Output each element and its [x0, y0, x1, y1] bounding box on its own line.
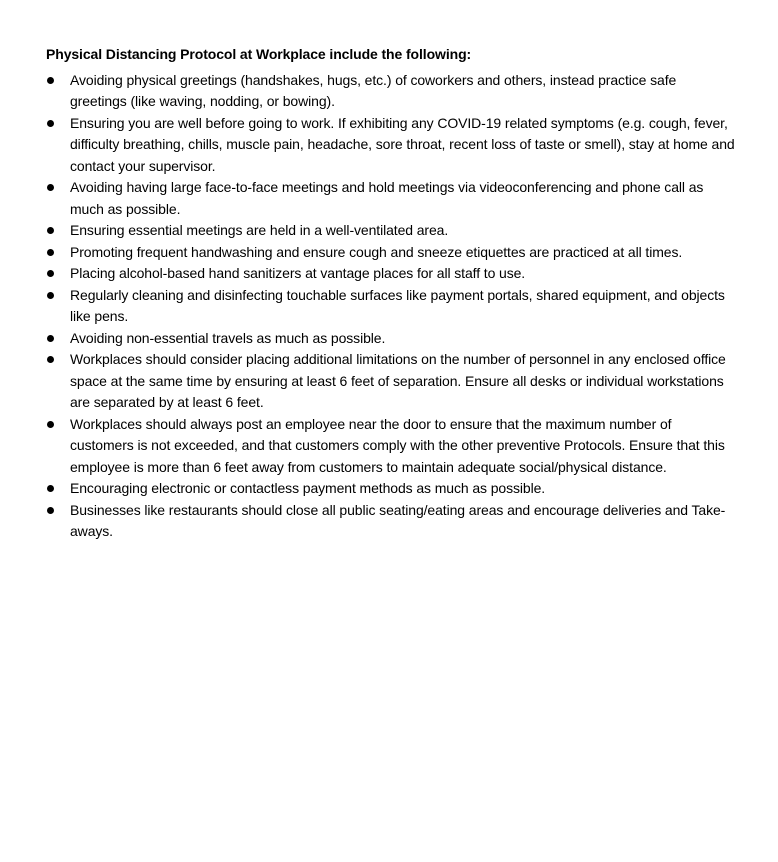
- list-item: [46, 242, 736, 264]
- bullet-icon: [47, 77, 54, 84]
- list-item-text: Promoting frequent handwashing and ensure cough and sneeze etiquettes are practiced at all times.: [70, 243, 683, 260]
- list-item-text: Regularly cleaning and disinfecting touchable surfaces like payment portals, shared equipment, and objects like pens.: [70, 286, 725, 324]
- document-heading: Physical Distancing Protocol at Workplace include the following:: [46, 46, 472, 62]
- list-item-text: Ensuring you are well before going to work. If exhibiting any COVID-19 related symptoms (e.g. cough, fever, difficulty breathing, chills, muscle pain, headache, sore throat, recent loss of taste or smell), stay at home and contact your supervisor.: [70, 114, 735, 174]
- list-item: [46, 263, 736, 285]
- list-item-text: Avoiding physical greetings (handshakes, hugs, etc.) of coworkers and others, instead practice safe greetings (like waving, nodding, or bowing).: [70, 71, 677, 109]
- document-page: [46, 44, 736, 543]
- list-item: [46, 285, 736, 328]
- list-item: [46, 349, 736, 414]
- list-item-text: Avoiding having large face-to-face meetings and hold meetings via videoconferencing and phone call as much as possible.: [70, 179, 704, 217]
- bullet-icon: [47, 507, 54, 514]
- list-item: [46, 220, 736, 242]
- bullet-icon: [47, 227, 54, 234]
- list-item-text: Placing alcohol-based hand sanitizers at vantage places for all staff to use.: [70, 265, 526, 281]
- list-item: [46, 113, 736, 178]
- list-item: [46, 414, 736, 479]
- list-item-text: Workplaces should always post an employee near the door to ensure that the maximum number of customers is not exceeded, and that customers comply with the other preventive Protocols. Ensure that this employee is more than 6 feet away from customers to maintain adequate social/physical distance.: [70, 415, 725, 475]
- bullet-icon: [47, 270, 54, 277]
- list-item: [46, 328, 736, 350]
- list-item: [46, 478, 736, 500]
- protocol-list: [46, 70, 736, 543]
- list-item: [46, 500, 736, 543]
- bullet-icon: [47, 335, 54, 342]
- list-item: [46, 70, 736, 113]
- list-item-text: Avoiding non-essential travels as much as possible.: [70, 329, 386, 346]
- bullet-icon: [47, 120, 54, 127]
- bullet-icon: [47, 421, 54, 428]
- list-item-text: Ensuring essential meetings are held in a well-ventilated area.: [70, 222, 449, 238]
- bullet-icon: [47, 292, 54, 299]
- list-item-text: Encouraging electronic or contactless payment methods as much as possible.: [70, 480, 546, 496]
- bullet-icon: [47, 249, 54, 256]
- list-item-text: Businesses like restaurants should close all public seating/eating areas and encourage deliveries and Take-aways.: [70, 501, 726, 539]
- bullet-icon: [47, 485, 54, 492]
- list-item: [46, 177, 736, 220]
- bullet-icon: [47, 356, 54, 363]
- bullet-icon: [47, 184, 54, 191]
- list-item-text: Workplaces should consider placing additional limitations on the number of personnel in any enclosed office space at the same time by ensuring at least 6 feet of separation. Ensure all desks or individual workstations are separated by at least 6 feet.: [70, 351, 726, 410]
